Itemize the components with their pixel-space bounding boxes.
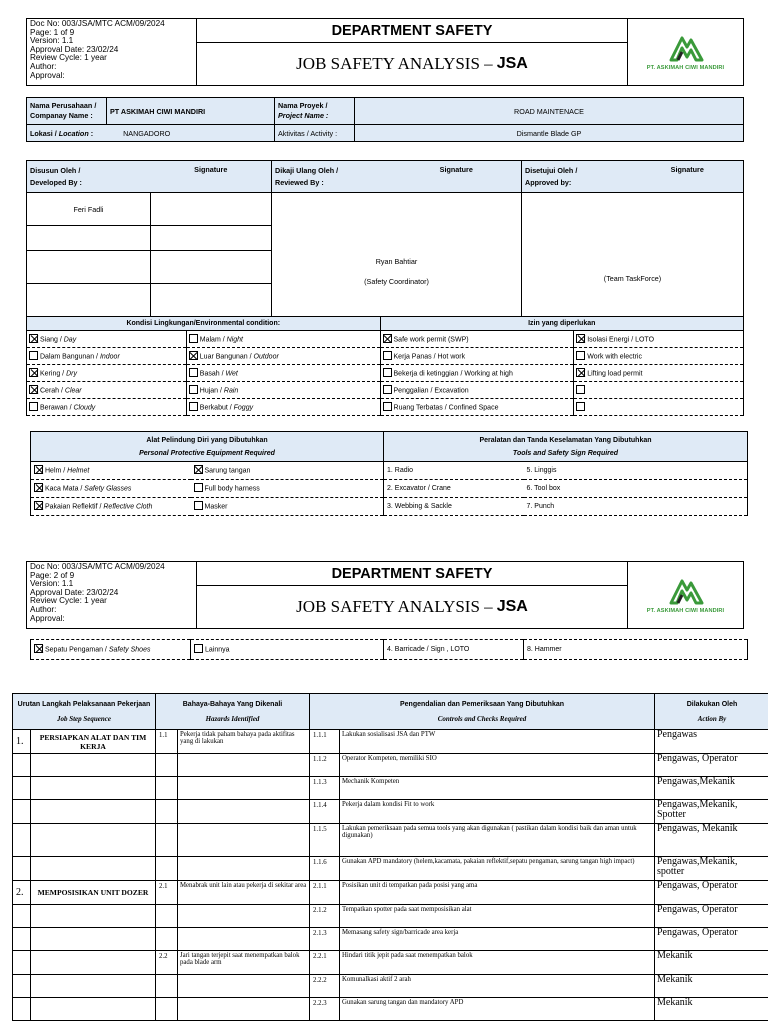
action-by-text: Pengawas, Operator [655,881,768,905]
condition-row [27,382,744,399]
control-number: 1.1.6 [310,857,340,881]
empty-cell [27,284,151,317]
job-step-row [13,857,768,881]
control-text: Gunakan APD mandatory (helem,kacamata, pakaian reflektif,sepatu pengaman, sarung tangan high impact) [340,857,655,881]
ppe-table [30,431,748,516]
hazard-number [156,928,178,951]
action-by-text: Pengawas [655,730,768,754]
control-number: 1.1.1 [310,730,340,754]
checkbox-label: Bekerja di ketinggian / Working at high [393,369,513,377]
control-text: Komunalkasi aktif 2 arah [340,975,655,998]
control-number: 2.1.2 [310,905,340,928]
ppe-table-continued [30,639,748,660]
hazard-number [156,754,178,777]
hazard-text [178,824,310,857]
hazard-number: 2.2 [156,951,178,975]
checkbox-cell [27,365,187,382]
control-number: 2.2.3 [310,998,340,1021]
checkbox-label: Safe work permit (SWP) [393,335,469,343]
checked-checkbox[interactable] [194,465,203,474]
checkbox-label-en: Rain [223,386,239,394]
hazard-text [178,998,310,1021]
action-by-text: Pengawas, Operator [655,754,768,777]
checkbox-label: Malam / [199,335,227,343]
step-number [13,857,31,881]
checkbox-label-en: Dry [66,369,77,377]
ppe-row [31,462,748,480]
control-number: 2.1.3 [310,928,340,951]
empty-cell [151,251,272,284]
hazard-text: Pekerja tidak paham bahaya pada aktifitas yang di lakukan [178,730,310,754]
checkbox-cell [574,331,744,348]
checkbox-cell [380,348,574,365]
checkbox-cell [31,498,191,516]
control-number: 1.1.4 [310,800,340,824]
approval-date: Approval Date: 23/02/24 [30,587,119,597]
company-label: Nama Perusahaan / Companay Name : [27,98,107,125]
checkbox-label: Kaca Mata / [45,485,85,493]
author: Author: [30,604,57,614]
hazard-number [156,975,178,998]
department-title: DEPARTMENT SAFETY [197,562,627,586]
checkbox-cell [31,462,191,480]
hazards-header: Bahaya-Bahaya Yang Dikenali Hazards Identified [156,694,310,730]
page-number: Page: 1 of 9 [30,27,75,37]
checkbox-label: Lainnya [205,646,230,654]
unchecked-checkbox[interactable] [383,402,392,411]
hazard-text [178,928,310,951]
step-text [31,928,156,951]
control-number: 2.2.1 [310,951,340,975]
reviewer-name: Ryan Bahtiar [375,257,418,266]
checked-checkbox[interactable] [29,334,38,343]
control-text: Posisikan unit di tempatkan pada posisi yang ama [340,881,655,905]
ppe-row [31,498,748,516]
checkbox-label: Ruang Terbatas / Confined Space [393,403,499,411]
developer-signature [151,193,272,226]
condition-row [27,348,744,365]
action-by-text: Pengawas, Mekanik [655,824,768,857]
checked-checkbox[interactable] [29,385,38,394]
control-text: Pekerja dalam kondisi Fit to work [340,800,655,824]
checkbox-label: Siang / [40,335,64,343]
location-value: NANGADORO [123,128,171,138]
action-by-header: Dilakukan Oleh Action By [655,694,768,730]
step-number [13,824,31,857]
checkbox-label: Helm / [45,467,68,475]
logo-text: PT. ASKIMAH CIWI MANDIRI [646,64,725,71]
conditions-table [26,316,744,416]
hazard-number: 1.1 [156,730,178,754]
permit-header: Izin yang diperlukan [380,317,743,331]
step-text [31,951,156,975]
checkbox-label-en: Wet [225,369,238,377]
hazard-text: Menabrak unit lain atau pekerja di sekitar area [178,881,310,905]
checkbox-label: Pakaian Reflektif / [45,503,104,511]
project-value: ROAD MAINTENACE [355,98,744,125]
hazard-number [156,777,178,800]
checkbox-label: Sarung tangan [204,467,251,475]
checkbox-cell [186,382,380,399]
job-step-row [13,998,768,1021]
checkbox-cell [186,399,380,416]
checkbox-label: Hujan / [199,386,224,394]
step-text [31,754,156,777]
approved-by-label: Disetujui Oleh / Approved by: [522,161,632,193]
hazard-number [156,857,178,881]
approval: Approval: [30,613,65,623]
company-logo [627,19,743,85]
developed-by-label: Disusun Oleh / Developed By : [27,161,151,193]
action-by-text: Pengawas, Operator [655,928,768,951]
logo-text: PT. ASKIMAH CIWI MANDIRI [646,607,725,614]
job-step-row [13,928,768,951]
checkbox-label: Basah / [199,369,226,377]
review-cycle: Review Cycle: 1 year [30,53,107,63]
checkbox-cell [31,480,191,498]
checkbox-label-en: Indoor [99,352,120,360]
controls-header: Pengendalian dan Pemeriksaan Yang Dibutuhkan Controls and Checks Required [310,694,655,730]
tool-item: 2. Excavator / Crane [384,480,524,498]
job-step-header: Urutan Langkah Pelaksanaan Pekerjaan Job Step Sequence [13,694,156,730]
checkbox-cell [31,640,191,660]
tool-item: 1. Radio [384,462,524,480]
document-header [26,18,744,86]
action-by-text: Pengawas,Mekanik, spotter [655,857,768,881]
checkbox-cell [27,399,187,416]
step-number: 1. [13,730,31,754]
signature-label-2: Signature [392,161,522,193]
location-row: Lokasi / Location : NANGADORO [27,125,275,142]
step-number: 2. [13,881,31,905]
tool-item: 7. Punch [524,498,748,516]
step-text [31,975,156,998]
checked-checkbox[interactable] [189,351,198,360]
reviewer-role: (Safety Coordinator) [364,277,429,286]
unchecked-checkbox[interactable] [29,351,38,360]
step-text [31,857,156,881]
tool-item: 6. Tool box [524,480,748,498]
reviewer-cell [272,193,522,317]
checkbox-label-en: Cloudy [73,403,96,411]
job-step-row [13,975,768,998]
checked-checkbox[interactable] [576,334,585,343]
empty-cell [27,226,151,251]
company-logo [627,562,743,628]
jsa-title: JOB SAFETY ANALYSIS – JSA [296,54,528,73]
doc-number: Doc No: 003/JSA/MTC ACM/09/2024 [30,19,165,28]
step-text [31,905,156,928]
env-condition-header: Kondisi Lingkungan/Environmental condition: [27,317,381,331]
checkbox-label-en: Clear [64,386,82,394]
checkbox-label: Kerja Panas / Hot work [393,352,466,360]
tool-item: 3. Webbing & Sackle [384,498,524,516]
checkbox-label-en: Night [226,335,243,343]
unchecked-checkbox[interactable] [194,501,203,510]
checkbox-label: Dalam Bangunan / [40,352,100,360]
checkbox-cell [380,382,574,399]
ppe-row [31,480,748,498]
condition-row [27,331,744,348]
checkbox-label-en: Foggy [233,403,254,411]
approver-cell: (Team TaskForce) [522,193,744,317]
job-steps-table [12,693,768,1021]
control-text: Operator Kompeten, memiliki SIO [340,754,655,777]
action-by-text: Pengawas, Operator [655,905,768,928]
checkbox-label-en: Safety Glasses [84,485,132,493]
job-step-row [13,951,768,975]
hazard-text [178,905,310,928]
control-number: 1.1.5 [310,824,340,857]
checkbox-label-en: Reflective Cloth [103,503,153,511]
checkbox-label: Work with electric [587,352,642,360]
hazard-number [156,800,178,824]
signature-table [26,160,744,317]
checked-checkbox[interactable] [34,465,43,474]
step-text: PERSIAPKAN ALAT DAN TIM KERJA [31,730,156,754]
checkbox-label: Full body harness [204,485,260,493]
checkbox-label: Masker [204,503,228,511]
unchecked-checkbox[interactable] [383,351,392,360]
unchecked-checkbox[interactable] [576,351,585,360]
checkbox-cell [574,399,744,416]
checkbox-cell [191,462,384,480]
control-number: 1.1.2 [310,754,340,777]
unchecked-checkbox[interactable] [29,402,38,411]
approval: Approval: [30,70,65,80]
author: Author: [30,61,57,71]
checkbox-cell [191,498,384,516]
checkbox-cell [186,365,380,382]
step-number [13,928,31,951]
approval-date: Approval Date: 23/02/24 [30,44,119,54]
checkbox-cell [191,640,384,660]
checkbox-label: Cerah / [40,386,65,394]
checkbox-cell [380,331,574,348]
checkbox-cell [186,348,380,365]
checked-checkbox[interactable] [34,644,43,653]
checkbox-cell [380,365,574,382]
checkbox-cell [574,348,744,365]
step-text [31,777,156,800]
logo-mark-icon [667,34,705,62]
checkbox-cell [191,480,384,498]
checkbox-cell [380,399,574,416]
checked-checkbox[interactable] [576,368,585,377]
checkbox-label-en: Outdoor [253,352,279,360]
checkbox-label: Isolasi Energi / LOTO [587,335,655,343]
step-number [13,754,31,777]
checkbox-cell [186,331,380,348]
step-text [31,800,156,824]
hazard-number [156,905,178,928]
page-number: Page: 2 of 9 [30,570,75,580]
hazard-text [178,857,310,881]
activity-label: Aktivitas / Activity : [275,125,355,142]
action-by-text: Pengawas,Mekanik [655,777,768,800]
hazard-number: 2.1 [156,881,178,905]
step-number [13,905,31,928]
checkbox-label: Kering / [40,369,67,377]
tools-header: Peralatan dan Tanda Keselamatan Yang Dibutuhkan Tools and Safety Sign Required [384,432,748,462]
tool-item: 4. Barricade / Sign , LOTO [384,640,524,660]
version: Version: 1.1 [30,36,74,46]
checked-checkbox[interactable] [29,368,38,377]
control-text: Lakukan sosialisasi JSA dan PTW [340,730,655,754]
logo-mark-icon [667,577,705,605]
checkbox-cell [27,382,187,399]
checkbox-label: Penggalian / Excavation [393,386,469,394]
hazard-text [178,777,310,800]
job-step-row [13,905,768,928]
job-step-row [13,800,768,824]
checkbox-cell [574,365,744,382]
reviewed-by-label: Dikaji Ulang Oleh / Reviewed By : [272,161,392,193]
unchecked-checkbox[interactable] [576,402,585,411]
department-title: DEPARTMENT SAFETY [197,19,627,43]
jsa-title: JOB SAFETY ANALYSIS – JSA [296,597,528,616]
activity-value: Dismantle Blade GP [355,125,744,142]
doc-number: Doc No: 003/JSA/MTC ACM/09/2024 [30,562,165,571]
developer-name: Feri Fadli [27,193,151,226]
control-text: Tempatkan spotter pada saat memposisikan alat [340,905,655,928]
checked-checkbox[interactable] [383,334,392,343]
job-step-row [13,824,768,857]
ppe-row [31,640,748,660]
unchecked-checkbox[interactable] [194,483,203,492]
review-cycle: Review Cycle: 1 year [30,596,107,606]
checkbox-label-en: Day [63,335,77,343]
step-number [13,975,31,998]
unchecked-checkbox[interactable] [189,368,198,377]
step-text [31,998,156,1021]
unchecked-checkbox[interactable] [576,385,585,394]
step-number [13,777,31,800]
signature-label-1: Signature [151,161,272,193]
checkbox-label: Lifting load permit [587,369,643,377]
control-text: Lakukan pemeriksaan pada semua tools yang akan digunakan ( pastikan dalam kondisi baik dan aman untuk digunakan) [340,824,655,857]
unchecked-checkbox[interactable] [383,368,392,377]
job-step-row [13,881,768,905]
doc-meta [27,562,197,628]
checked-checkbox[interactable] [34,483,43,492]
step-number [13,998,31,1021]
checkbox-label: Berawan / [40,403,74,411]
step-number [13,951,31,975]
empty-cell [27,251,151,284]
control-text: Hindari titik jepit pada saat menempatkan balok [340,951,655,975]
control-number: 2.1.1 [310,881,340,905]
control-text: Memasang safety sign/barricade area kerja [340,928,655,951]
company-value: PT ASKIMAH CIWI MANDIRI [107,98,275,125]
document-header-page-2 [26,561,744,629]
tool-item: 8. Hammer [524,640,748,660]
checkbox-label-en: Safety Shoes [108,646,151,654]
hazard-text [178,754,310,777]
empty-cell [151,226,272,251]
checkbox-label-en: Helmet [67,467,90,475]
checkbox-label: Berkabut / [199,403,234,411]
unchecked-checkbox[interactable] [383,385,392,394]
doc-meta [27,19,197,85]
version: Version: 1.1 [30,579,74,589]
checkbox-cell [27,348,187,365]
checkbox-cell [574,382,744,399]
control-number: 1.1.3 [310,777,340,800]
empty-cell [151,284,272,317]
step-text [31,824,156,857]
condition-row [27,365,744,382]
hazard-number [156,998,178,1021]
action-by-text: Mekanik [655,951,768,975]
checked-checkbox[interactable] [34,501,43,510]
checkbox-label: Sepatu Pengaman / [45,646,109,654]
tool-item: 5. Linggis [524,462,748,480]
job-step-row [13,777,768,800]
unchecked-checkbox[interactable] [194,644,203,653]
job-step-row [13,730,768,754]
unchecked-checkbox[interactable] [189,334,198,343]
step-text: MEMPOSISIKAN UNIT DOZER [31,881,156,905]
project-label: Nama Proyek / Project Name : [275,98,355,125]
unchecked-checkbox[interactable] [189,385,198,394]
job-step-row [13,754,768,777]
checkbox-cell [27,331,187,348]
action-by-text: Mekanik [655,998,768,1021]
hazard-text [178,800,310,824]
hazard-text: Jari tangan terjepit saat menempatkan balok pada blade arm [178,951,310,975]
condition-row [27,399,744,416]
action-by-text: Pengawas,Mekanik, Spotter [655,800,768,824]
ppe-header: Alat Pelindung Diri yang Dibutuhkan Personal Protective Equipment Required [31,432,384,462]
checkbox-label: Luar Bangunan / [199,352,254,360]
action-by-text: Mekanik [655,975,768,998]
hazard-number [156,824,178,857]
hazard-text [178,975,310,998]
unchecked-checkbox[interactable] [189,402,198,411]
project-info-table [26,97,744,142]
control-number: 2.2.2 [310,975,340,998]
control-text: Mechanik Kompeten [340,777,655,800]
control-text: Gunakan sarung tangan dan mandatory APD [340,998,655,1021]
signature-label-3: Signature [632,161,744,193]
step-number [13,800,31,824]
